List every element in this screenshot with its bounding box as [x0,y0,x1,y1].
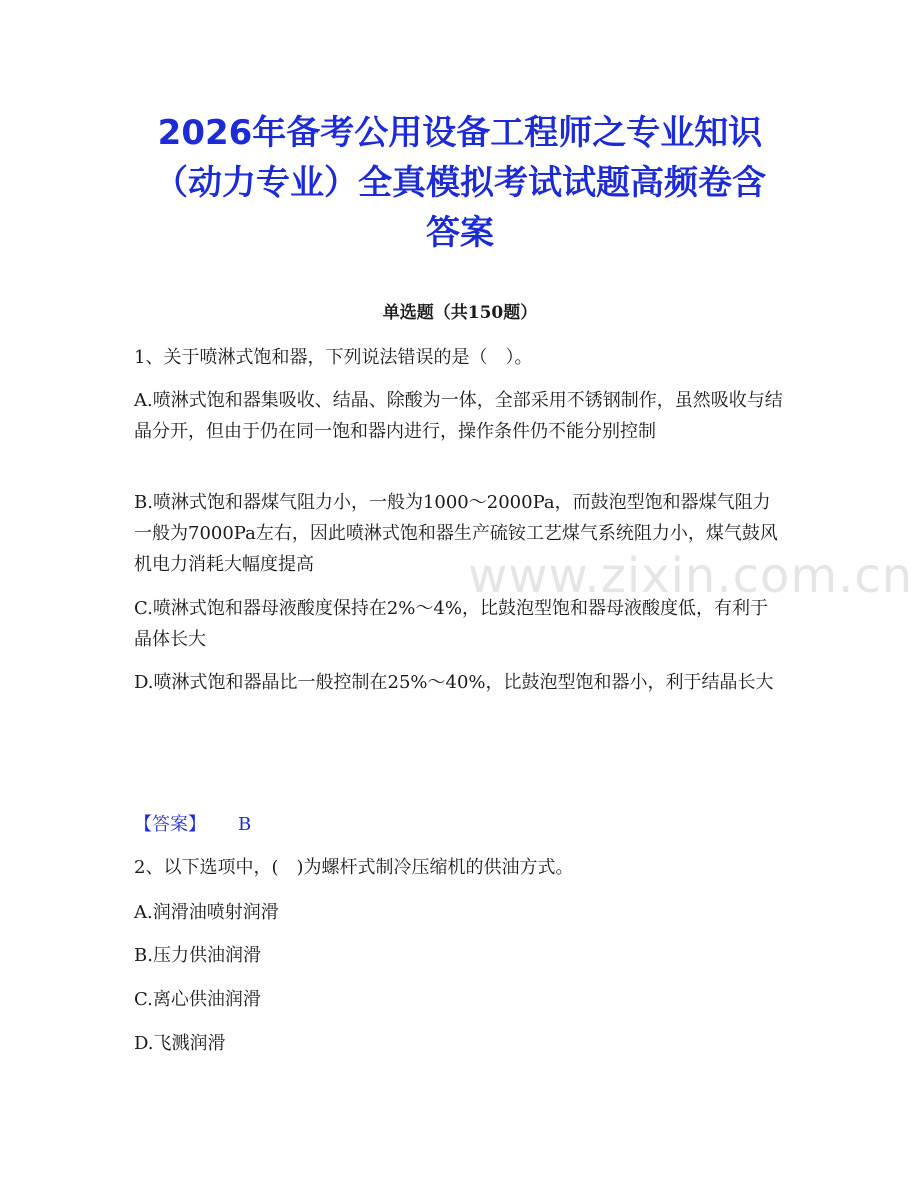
question-2-option-b: B.压力供油润滑 [134,945,261,966]
title-line-3: 答案 [426,213,494,253]
question-2-option-a: A.润滑油喷射润滑 [134,902,279,923]
question-1-option-b: B.喷淋式饱和器煤气阻力小，一般为1000～2000Pa，而鼓泡型饱和器煤气阻力一般为7000Pa左右，因此喷淋式饱和器生产硫铵工艺煤气系统阻力小，煤气鼓风机电力消耗大幅度提高 [134,492,778,575]
title-line-1: 2026年备考公用设备工程师之专业知识 [157,113,763,153]
answer-value: B [238,814,252,835]
question-2-stem: 2、以下选项中，( )为螺杆式制冷压缩机的供油方式。 [134,857,574,878]
question-2-option-c: C.离心供油润滑 [134,989,261,1010]
question-1-answer [134,811,251,839]
question-1-stem: 1、关于喷淋式饱和器，下列说法错误的是（ ）。 [134,347,533,368]
question-1-option-c: C.喷淋式饱和器母液酸度保持在2%～4%，比鼓泡型饱和器母液酸度低，有利于晶体长大 [134,598,768,650]
question-2-option-d: D.飞溅润滑 [134,1033,226,1054]
question-1-option-d: D.喷淋式饱和器晶比一般控制在25%～40%，比鼓泡型饱和器小，利于结晶长大 [134,672,774,693]
question-1-option-a: A.喷淋式饱和器集吸收、结晶、除酸为一体，全部采用不锈钢制作，虽然吸收与结晶分开，但由于仍在同一饱和器内进行，操作条件仍不能分别控制 [134,390,783,442]
section-heading: 单选题（共150题） [382,303,538,323]
document-title [60,108,860,258]
title-line-2: （动力专业）全真模拟考试试题高频卷含 [154,163,766,203]
watermark: www.zixin.com.cn [468,548,914,604]
answer-label: 【答案】 [134,814,206,835]
